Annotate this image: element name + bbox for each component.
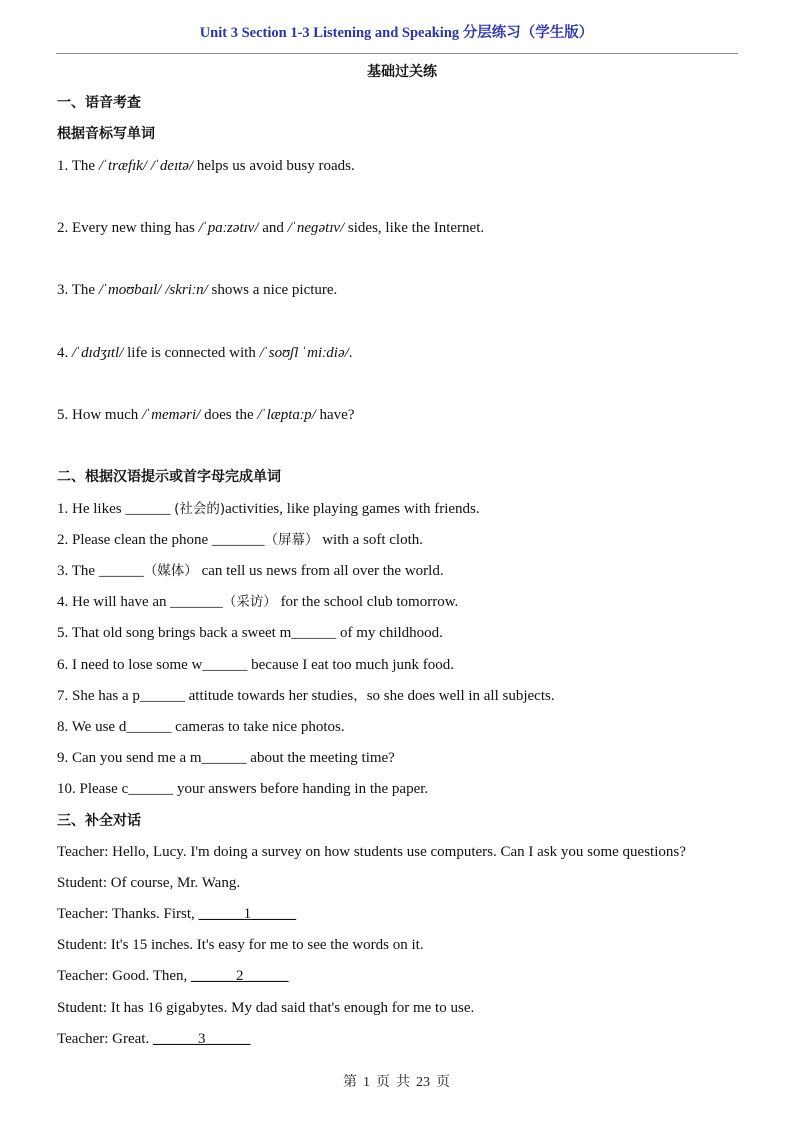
answer-blank-1[interactable]: ______1______: [198, 906, 297, 923]
dialogue-line: Teacher: Hello, Lucy. I'm doing a survey on how students use computers. Can I ask you some questions?: [57, 843, 686, 860]
section2-title: 二、根据汉语提示或首字母完成单词: [57, 469, 281, 486]
phonetic-2: /ˈneɡətɪv/: [287, 219, 345, 236]
section2-item: 2. Please clean the phone _______（屏幕） with a soft cloth.: [57, 531, 424, 548]
total-pages: 23: [416, 1075, 430, 1090]
spacer: [57, 435, 747, 466]
phonetic-2: /ˈdeɪtə/: [150, 157, 194, 174]
spacer: [57, 373, 747, 404]
phonetic-2: /ˈsoʊʃl ˈmiːdiə/: [259, 344, 349, 361]
phonetic-2: /skriːn/: [165, 282, 208, 299]
section2-item: 10. Please c______ your answers before handing in the paper.: [57, 781, 429, 798]
section1-item: 5. How much /ˈmeməri/ does the /ˈlæptɑːp/ have?: [57, 407, 355, 424]
phonetic-2: /ˈlæptɑːp/: [257, 407, 316, 424]
page-number: 1: [363, 1075, 370, 1090]
section3-title: 三、补全对话: [57, 812, 141, 829]
section2-item: 3. The ______（媒体） can tell us news from all over the world.: [57, 563, 444, 579]
header-divider: [56, 53, 738, 54]
page-header-title: Unit 3 Section 1-3 Listening and Speaking 分层练习（学生版）: [199, 25, 594, 41]
section1-item: 2. Every new thing has /ˈpɑːzətɪv/ and /ˈneɡətɪv/ sides, like the Internet.: [57, 219, 485, 236]
spacer: [57, 186, 747, 217]
answer-blank-2[interactable]: ______2______: [191, 968, 289, 985]
phonetic-1: /ˈpɑːzətɪv/: [198, 219, 259, 236]
section1-title: 一、语音考查: [57, 95, 141, 112]
section2-item: 1. He likes ______ (社会的)activities, like playing games with friends.: [57, 500, 480, 517]
dialogue-line: Student: It's 15 inches. It's easy for me to see the words on it.: [57, 937, 424, 954]
worksheet-content: [57, 61, 747, 1059]
spacer: [57, 248, 747, 279]
phonetic-1: /ˈtræfɪk/: [98, 157, 148, 174]
phonetic-1: /ˈdɪdʒɪtl/: [72, 344, 124, 361]
dialogue-line: Student: It has 16 gigabytes. My dad said that's enough for me to use.: [57, 999, 475, 1016]
section1-item: 1. The /ˈtræfɪk/ /ˈdeɪtə/ helps us avoid busy roads.: [57, 157, 355, 174]
answer-blank-3[interactable]: ______3______: [152, 1030, 251, 1047]
section1-item: 4. /ˈdɪdʒɪtl/ life is connected with /ˈsoʊʃl ˈmiːdiə/.: [57, 344, 353, 361]
dialogue-line: Teacher: Great. ______3______: [57, 1030, 251, 1047]
phonetic-1: /ˈmeməri/: [142, 407, 201, 424]
dialogue-line: Teacher: Good. Then, ______2______: [57, 968, 289, 985]
section2-item: 5. That old song brings back a sweet m______ of my childhood.: [57, 625, 443, 642]
phonetic-1: /ˈmoʊbaɪl/: [98, 282, 162, 299]
section2-item: 8. We use d______ cameras to take nice photos.: [57, 718, 345, 735]
section1-item: 3. The /ˈmoʊbaɪl/ /skriːn/ shows a nice picture.: [57, 282, 338, 299]
subtitle: 基础过关练: [367, 64, 437, 80]
dialogue-line: Teacher: Thanks. First, ______1______: [57, 906, 297, 923]
section2-item: 6. I need to lose some w______ because I eat too much junk food.: [57, 656, 454, 673]
spacer: [57, 311, 747, 342]
section1-subtitle: 根据音标写单词: [57, 126, 155, 143]
section2-item: 7. She has a p______ attitude towards her studies，so she does well in all subjects.: [57, 687, 555, 704]
section2-item: 4. He will have an _______（采访） for the school club tomorrow.: [57, 594, 459, 611]
page-footer: 第 1 页 共 23 页: [343, 1075, 450, 1090]
section2-item: 9. Can you send me a m______ about the meeting time?: [57, 750, 395, 767]
dialogue-line: Student: Of course, Mr. Wang.: [57, 874, 241, 891]
